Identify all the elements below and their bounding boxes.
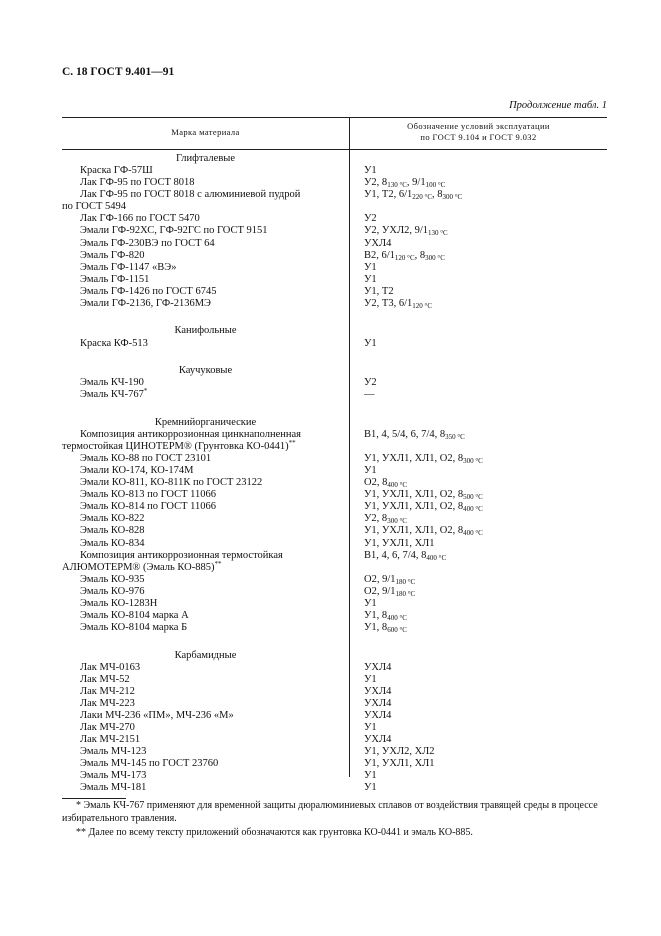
material-text: Эмаль КО-8104 марка А <box>80 609 189 621</box>
material-name <box>80 274 149 286</box>
material-name <box>80 213 200 225</box>
temperature-subscript: 130 °С <box>387 181 407 190</box>
condition-text: У2 <box>364 213 377 225</box>
condition-text: У2, 8 <box>364 513 388 525</box>
material-text: Эмаль КЧ-190 <box>80 377 144 389</box>
condition-text: У1, УХЛ1, ХЛ1, О2, 8 <box>364 453 464 464</box>
material-text: Лак МЧ-0163 <box>80 661 141 673</box>
condition-text: У2 <box>364 377 377 389</box>
temperature-subscript: 400 °С <box>426 553 447 562</box>
material-text: Эмаль КЧ-767 <box>80 389 144 401</box>
material-text: Эмаль КО-8104 марка Б <box>80 622 188 633</box>
material-text: Эмаль ГФ-1426 по ГОСТ 6745 <box>80 285 217 297</box>
material-name <box>80 489 216 501</box>
material-name <box>80 465 193 477</box>
material-name <box>80 782 146 794</box>
material-text: Эмаль МЧ-123 <box>80 746 147 758</box>
temperature-subscript: 220 °С <box>412 193 432 202</box>
material-text: Эмали ГФ-92ХС, ГФ-92ГС по ГОСТ 9151 <box>80 225 268 237</box>
material-text: Эмаль КО-822 <box>80 513 145 525</box>
condition-designation <box>364 489 483 501</box>
material-text: Эмаль КО-1283Н <box>80 597 158 609</box>
material-name <box>80 622 187 634</box>
material-text: Эмали КО-174, КО-174М <box>80 465 194 476</box>
condition-designation <box>364 574 415 586</box>
condition-designation <box>364 189 462 201</box>
temperature-subscript: 300 °С <box>442 193 463 202</box>
condition-designation <box>364 465 377 477</box>
condition-text: , 8 <box>431 189 443 201</box>
material-text: Эмаль ГФ-230ВЭ по ГОСТ 64 <box>80 237 215 249</box>
condition-designation <box>364 298 432 310</box>
material-name <box>80 770 146 782</box>
condition-designation <box>364 722 377 734</box>
condition-designation <box>364 513 407 525</box>
material-text: Каучуковые <box>178 365 233 376</box>
condition-designation <box>364 262 377 274</box>
material-name <box>80 429 301 441</box>
condition-text: У1, Т2 <box>364 285 394 297</box>
material-text: Эмаль КО-834 <box>80 537 145 549</box>
condition-designation <box>364 177 445 189</box>
material-text: Краска КФ-513 <box>80 337 148 349</box>
material-name <box>80 610 189 622</box>
material-name <box>80 225 268 237</box>
condition-designation <box>364 550 446 562</box>
condition-text: У1 <box>364 273 377 285</box>
footnote-mark: ** <box>288 438 296 447</box>
group-heading <box>62 417 349 429</box>
material-name <box>80 262 176 274</box>
condition-designation <box>364 238 391 250</box>
material-text: Лак МЧ-2151 <box>80 734 141 745</box>
material-text: Эмали ГФ-2136, ГФ-2136МЭ <box>80 297 211 309</box>
material-text: Лак ГФ-166 по ГОСТ 5470 <box>80 213 200 225</box>
temperature-subscript: 400 °С <box>463 505 483 514</box>
material-name <box>80 177 195 189</box>
material-text: Композиция антикоррозионная цинкнаполненная <box>80 428 302 440</box>
condition-designation <box>364 686 391 698</box>
material-text: Эмаль ГФ-1147 «ВЭ» <box>80 261 177 273</box>
condition-text: У1, 8 <box>364 609 388 621</box>
condition-text: У2, Т3, 6/1 <box>364 297 413 309</box>
material-text: по ГОСТ 5494 <box>62 201 127 213</box>
condition-designation <box>364 525 483 537</box>
material-name <box>80 758 218 770</box>
condition-text: УХЛ4 <box>364 709 392 721</box>
material-name <box>80 686 135 698</box>
material-text: Лак ГФ-95 по ГОСТ 8018 <box>80 177 195 189</box>
material-name <box>80 165 153 177</box>
condition-text: В1, 4, 5/4, 6, 7/4, 8 <box>364 428 446 440</box>
condition-text: У2, УХЛ2, 9/1 <box>364 225 428 237</box>
material-name <box>80 586 144 598</box>
material-name <box>80 389 147 401</box>
condition-designation <box>364 429 465 441</box>
material-text: Глифталевые <box>176 153 235 164</box>
group-heading <box>62 325 349 337</box>
temperature-subscript: 120 °С <box>412 301 432 310</box>
material-text: Лак ГФ-95 по ГОСТ 8018 с алюминиевой пудрой <box>80 189 301 201</box>
condition-text: У1, УХЛ1, ХЛ1, О2, 8 <box>364 501 464 513</box>
temperature-subscript: 400 °С <box>463 529 483 538</box>
material-text: Эмаль МЧ-173 <box>80 770 147 782</box>
condition-text: У1 <box>364 465 377 476</box>
column-header-conditions <box>350 121 607 143</box>
material-text: Эмали КО-811, КО-811К по ГОСТ 23122 <box>80 477 263 489</box>
column-header-conditions-line1: Обозначение условий эксплуатации <box>407 121 550 131</box>
material-text: Лак МЧ-223 <box>80 697 135 709</box>
material-name <box>80 598 157 610</box>
material-name <box>80 734 140 746</box>
temperature-subscript: 120 °С <box>394 253 415 262</box>
temperature-subscript: 400 °С <box>387 613 407 622</box>
footnote-2: ** Далее по всему тексту приложений обозначаются как грунтовка КО-0441 и эмаль КО-885. <box>76 827 473 838</box>
material-name <box>80 477 262 489</box>
material-name <box>80 674 130 686</box>
material-text: Краска ГФ-57Ш <box>80 165 153 177</box>
condition-designation <box>364 225 448 237</box>
temperature-subscript: 100 °С <box>425 181 446 190</box>
condition-designation <box>364 453 483 465</box>
material-name <box>80 698 135 710</box>
material-name <box>80 377 144 389</box>
condition-designation <box>364 250 445 262</box>
condition-designation <box>364 622 407 634</box>
condition-designation <box>364 389 375 401</box>
condition-text: У1 <box>364 782 377 794</box>
condition-designation <box>364 610 407 622</box>
material-text: Канифольные <box>174 325 237 337</box>
condition-designation <box>364 274 377 286</box>
condition-text: У1, Т2, 6/1 <box>364 189 413 201</box>
condition-text: У1 <box>364 673 377 685</box>
material-name <box>80 338 148 350</box>
material-name <box>80 525 144 537</box>
condition-designation <box>364 746 435 758</box>
material-text: Эмаль МЧ-145 по ГОСТ 23760 <box>80 758 219 770</box>
condition-text: У1 <box>364 165 377 177</box>
material-name <box>62 559 222 574</box>
page-header: С. 18 ГОСТ 9.401—91 <box>62 66 175 78</box>
condition-designation <box>364 662 391 674</box>
material-text: термостойкая ЦИНОТЕРМ® (Грунтовка КО-0441) <box>62 440 289 452</box>
condition-text: УХЛ4 <box>364 685 392 697</box>
table-top-rule <box>62 117 607 118</box>
material-name <box>80 710 234 722</box>
temperature-subscript: 300 °С <box>387 517 407 526</box>
material-text: Лак МЧ-212 <box>80 685 135 697</box>
table-column-divider <box>349 117 350 777</box>
condition-text: У1 <box>364 337 377 349</box>
material-text: Лаки МЧ-236 «ПМ», МЧ-236 «М» <box>80 709 234 721</box>
condition-text: У1, УХЛ2, ХЛ2 <box>364 746 435 758</box>
condition-text: О2, 8 <box>364 477 388 489</box>
footnote-mark: * <box>143 387 148 396</box>
material-text: Лак МЧ-52 <box>80 673 130 685</box>
condition-designation <box>364 213 377 225</box>
temperature-subscript: 500 °С <box>463 493 483 502</box>
condition-text: , 9/1 <box>406 177 426 189</box>
material-name <box>62 438 296 453</box>
condition-designation <box>364 338 377 350</box>
material-name <box>80 538 144 550</box>
table-header-rule <box>62 149 607 150</box>
condition-text: У1, УХЛ1, ХЛ1, О2, 8 <box>364 525 464 537</box>
condition-text: У1 <box>364 597 377 609</box>
condition-text: У1 <box>364 261 377 273</box>
temperature-subscript: 600 °С <box>387 626 407 634</box>
material-name <box>80 453 211 465</box>
temperature-subscript: 400 °С <box>387 481 408 490</box>
condition-text: У1, УХЛ1, ХЛ1 <box>364 537 435 549</box>
condition-designation <box>364 586 415 598</box>
condition-text: У1, УХЛ1, ХЛ1 <box>364 758 435 770</box>
material-text: Эмаль КО-828 <box>80 525 145 537</box>
condition-text: У1 <box>364 770 377 782</box>
material-text: Эмаль МЧ-181 <box>80 782 147 794</box>
material-text: Эмаль ГФ-820 <box>80 249 145 261</box>
material-text: Эмаль КО-976 <box>80 585 145 597</box>
material-text: Эмаль КО-935 <box>80 573 145 585</box>
material-text: Лак МЧ-270 <box>80 721 135 733</box>
table-continuation-label: Продолжение табл. 1 <box>509 100 607 111</box>
material-text: Эмаль ГФ-1151 <box>80 273 150 285</box>
temperature-subscript: 180 °С <box>395 589 416 598</box>
temperature-subscript: 180 °С <box>395 577 416 586</box>
material-name <box>80 746 146 758</box>
condition-text: УХЛ4 <box>364 734 392 745</box>
condition-text: О2, 9/1 <box>364 573 396 585</box>
material-name <box>80 501 216 513</box>
temperature-subscript: 130 °С <box>428 229 448 238</box>
material-name <box>80 286 216 298</box>
material-text: Эмаль КО-88 по ГОСТ 23101 <box>80 453 212 464</box>
condition-designation <box>364 734 391 746</box>
condition-designation <box>364 501 483 513</box>
condition-text: , 8 <box>414 249 426 261</box>
condition-text: УХЛ4 <box>364 697 392 709</box>
footnote-mark: ** <box>214 559 222 568</box>
material-name <box>80 722 135 734</box>
material-text: Эмаль КО-814 по ГОСТ 11066 <box>80 501 217 513</box>
material-name <box>80 298 211 310</box>
condition-text: УХЛ4 <box>364 661 392 673</box>
material-name <box>62 201 126 213</box>
group-heading <box>62 650 349 662</box>
condition-text: У2, 8 <box>364 177 388 189</box>
condition-designation <box>364 477 407 489</box>
condition-designation <box>364 770 377 782</box>
condition-designation <box>364 598 377 610</box>
material-name <box>80 662 140 674</box>
condition-designation <box>364 710 391 722</box>
material-name <box>80 550 283 562</box>
column-header-material: Марка материала <box>171 127 240 137</box>
condition-designation <box>364 538 435 550</box>
condition-text: У1, 8 <box>364 622 388 633</box>
condition-text: УХЛ4 <box>364 237 392 249</box>
condition-designation <box>364 698 391 710</box>
condition-designation <box>364 758 435 770</box>
condition-text: О2, 9/1 <box>364 585 396 597</box>
condition-designation <box>364 286 394 298</box>
temperature-subscript: 350 °С <box>445 432 465 441</box>
material-name <box>80 513 144 525</box>
material-name <box>80 189 300 201</box>
material-name <box>80 238 215 250</box>
material-text: Эмаль КО-813 по ГОСТ 11066 <box>80 489 217 501</box>
temperature-subscript: 300 °С <box>463 457 483 465</box>
material-text: Кремнийорганические <box>154 416 257 428</box>
condition-designation <box>364 377 377 389</box>
material-name <box>80 250 145 262</box>
condition-text: У1, УХЛ1, ХЛ1, О2, 8 <box>364 489 464 501</box>
material-name <box>80 574 144 586</box>
material-text: Карбамидные <box>174 649 237 661</box>
condition-designation <box>364 782 377 794</box>
column-header-conditions-line2: по ГОСТ 9.104 и ГОСТ 9.032 <box>420 132 537 142</box>
material-text: АЛЮМОТЕРМ® (Эмаль КО-885) <box>62 561 215 573</box>
condition-text: В2, 6/1 <box>364 249 395 261</box>
condition-text: У1 <box>364 721 377 733</box>
condition-designation <box>364 674 377 686</box>
condition-text: — <box>364 389 375 401</box>
condition-text: В1, 4, 6, 7/4, 8 <box>364 549 427 561</box>
condition-designation <box>364 165 377 177</box>
group-heading <box>62 365 349 377</box>
material-text: Композиция антикоррозионная термостойкая <box>80 549 283 561</box>
temperature-subscript: 300 °С <box>425 253 445 262</box>
group-heading <box>62 153 349 165</box>
footnote-1: * Эмаль КЧ-767 применяют для временной защиты дюралюминиевых сплавов от воздействия травящей среды в процессе избирательного травления. <box>62 800 598 824</box>
